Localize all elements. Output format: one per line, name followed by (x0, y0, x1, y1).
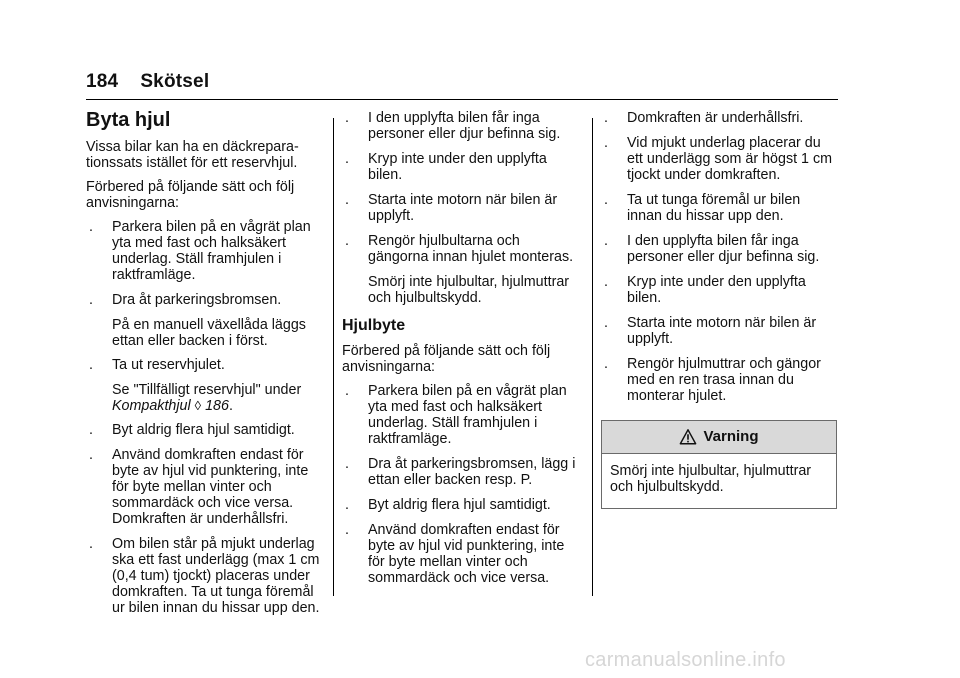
list-item: . Dra åt parkeringsbromsen, lägg i ettan eller backen resp. P. (345, 456, 576, 488)
bullet: . (345, 151, 349, 167)
warning-header (602, 421, 836, 454)
bullet: . (604, 192, 608, 208)
list-item: . Rengör hjulbultarna och gängorna innan hjulet monteras. (345, 233, 574, 265)
section-title: Skötsel (140, 71, 210, 92)
list-item: . Kryp inte under den upplyfta bilen. (345, 151, 547, 183)
note-paragraph: På en manuell växellåda läggs ettan eller backen i först. (112, 317, 306, 349)
bullet: . (345, 456, 349, 472)
list-item: . Parkera bilen på en vågrät plan yta med fast och halksäkert underlag. Ställ framhjulen i raktframläge. (89, 219, 311, 283)
list-item: . Starta inte motorn när bilen är upplyft. (345, 192, 558, 224)
bullet: . (89, 357, 93, 373)
column-divider-1 (333, 118, 334, 596)
note-paragraph: Smörj inte hjulbultar, hjulmuttrar och hjulbultskydd. (368, 274, 570, 306)
warning-triangle-icon (679, 428, 697, 446)
list-item: . Byt aldrig flera hjul samtidigt. (89, 422, 295, 438)
instruction-list (601, 110, 838, 404)
list-item: . Byt aldrig flera hjul samtidigt. (345, 497, 551, 513)
reference-arrow-icon: ◊ (194, 398, 202, 413)
bullet: . (604, 110, 608, 126)
column-1 (86, 108, 324, 625)
list-item: . Ta ut tunga föremål ur bilen innan du hissar upp den. (604, 192, 801, 224)
bullet: . (345, 522, 349, 538)
bullet: . (604, 274, 608, 290)
instruction-list (86, 357, 324, 373)
instruction-list (342, 383, 582, 586)
bullet: . (89, 536, 93, 552)
bullet: . (345, 233, 349, 249)
list-item: . Ta ut reservhjulet. (89, 357, 225, 373)
list-item: . Dra åt parkeringsbromsen. (89, 292, 282, 308)
list-item: . Använd domkraften endast för byte av hjul vid punktering, inte för byte mellan vinter och sommardäck och vice versa. (345, 522, 565, 586)
bullet: . (604, 356, 608, 372)
warning-box (601, 420, 837, 509)
bullet: . (604, 233, 608, 249)
prep-paragraph: Förbered på följande sätt och följ anvisningarna: (86, 179, 295, 211)
heading-hjulbyte: Hjulbyte (342, 317, 406, 334)
warning-text: Smörj inte hjulbultar, hjulmuttrar och hjulbultskydd. (610, 463, 812, 495)
page-header (86, 71, 209, 93)
column-divider-2 (592, 118, 593, 596)
header-rule (86, 99, 838, 100)
intro-paragraph: Vissa bilar kan ha en däckrepara-tionssats istället för ett reservhjul. (86, 139, 299, 171)
cross-reference-link[interactable]: Kompakthjul (112, 398, 191, 414)
prep-paragraph: Förbered på följande sätt och följ anvisningarna: (342, 343, 551, 375)
bullet: . (345, 497, 349, 513)
page-number: 184 (86, 71, 119, 92)
list-item: . Domkraften är underhållsfri. (604, 110, 804, 126)
bullet: . (89, 422, 93, 438)
list-item: . Parkera bilen på en vågrät plan yta med fast och halksäkert underlag. Ställ framhjulen i raktframläge. (345, 383, 567, 447)
instruction-list (86, 219, 324, 308)
bullet: . (604, 135, 608, 151)
instruction-list (86, 422, 324, 616)
list-item: . Rengör hjulmuttrar och gängor med en ren trasa innan du monterar hjulet. (604, 356, 821, 404)
bullet: . (604, 315, 608, 331)
column-3 (601, 110, 838, 509)
list-item: . Starta inte motorn när bilen är upplyft. (604, 315, 817, 347)
list-item: . Kryp inte under den upplyfta bilen. (604, 274, 806, 306)
list-item: . Vid mjukt underlag placerar du ett underlägg som är högst 1 cm tjockt under domkraften. (604, 135, 833, 183)
bullet: . (89, 292, 93, 308)
reference-page[interactable]: 186 (205, 398, 229, 414)
list-item: . Använd domkraften endast för byte av hjul vid punktering, inte för byte mellan vinter och sommardäck och vice versa. Domkraften är underhållsfri. (89, 447, 309, 527)
column-2 (342, 110, 582, 595)
instruction-list (342, 110, 582, 265)
heading-byta-hjul: Byta hjul (86, 109, 171, 131)
bullet: . (345, 383, 349, 399)
bullet: . (345, 192, 349, 208)
list-item: . I den upplyfta bilen får inga personer eller djur befinna sig. (345, 110, 561, 142)
watermark: carmanualsonline.info (585, 649, 786, 671)
note-paragraph-reference: Se "Tillfälligt reservhjul" under Kompakthjul ◊ 186. (112, 382, 302, 414)
bullet: . (345, 110, 349, 126)
warning-title: Varning (703, 428, 759, 445)
list-item: . Om bilen står på mjukt underlag ska ett fast underlägg (max 1 cm (0,4 tum) tjockt) placeras under domkraften. Ta ut tunga föremål ur bilen innan du hissar upp den. (89, 536, 320, 616)
bullet: . (89, 219, 93, 235)
list-item: . I den upplyfta bilen får inga personer eller djur befinna sig. (604, 233, 820, 265)
bullet: . (89, 447, 93, 463)
